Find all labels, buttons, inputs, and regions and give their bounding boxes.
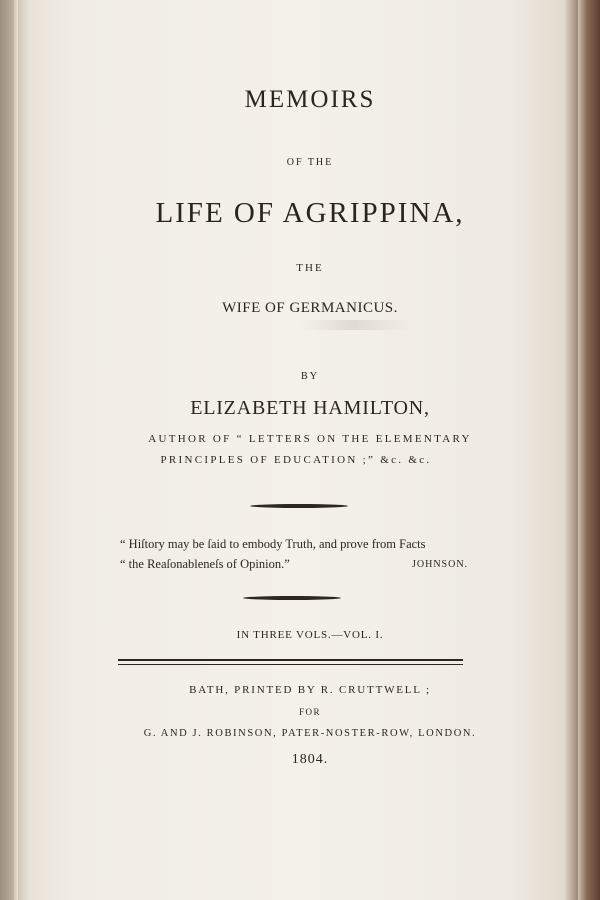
subtitle: WIFE OF GERMANICUS.	[222, 300, 398, 316]
title-line-memoirs: MEMOIRS	[244, 86, 376, 113]
imprint-publisher: G. AND J. ROBINSON, PATER-NOSTER-ROW, LONDON.	[143, 728, 477, 739]
ornamental-rule-top	[250, 504, 348, 508]
author-name: ELIZABETH HAMILTON,	[190, 397, 430, 419]
imprint-printer: BATH, PRINTED BY R. CRUTTWELL ;	[189, 684, 431, 696]
imprint-double-rule	[118, 659, 463, 665]
imprint-year: 1804.	[291, 752, 329, 767]
title-line-life-of-agrippina: LIFE OF AGRIPPINA,	[155, 197, 465, 229]
byline-label: BY	[301, 371, 319, 382]
ornamental-rule-bottom	[243, 596, 341, 600]
volume-info: IN THREE VOLS.—VOL. I.	[236, 629, 384, 641]
epigraph-line-2: “ the Reaſonableneſs of Opinion.”	[120, 557, 290, 571]
imprint-for: FOR	[299, 707, 321, 717]
title-connector-of-the: OF THE	[286, 157, 334, 168]
epigraph-line-1: “ Hiſtory may be ſaid to embody Truth, and prove from Facts	[120, 537, 426, 551]
title-connector-the: THE	[296, 262, 324, 274]
author-credit-line-2: PRINCIPLES OF EDUCATION ;” &c. &c.	[160, 454, 432, 466]
author-credit-line-1: AUTHOR OF “ LETTERS ON THE ELEMENTARY	[148, 433, 472, 445]
epigraph-attribution: JOHNSON.	[412, 559, 469, 570]
